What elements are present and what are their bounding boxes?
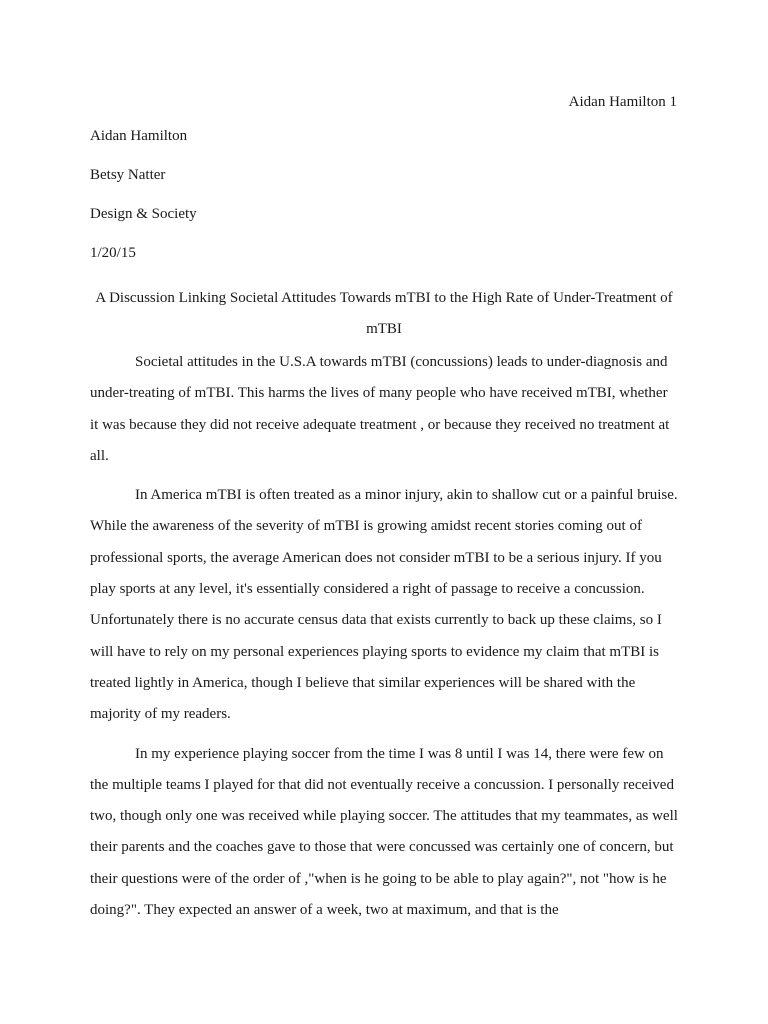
instructor-name: Betsy Natter bbox=[90, 167, 166, 183]
paragraph-1: Societal attitudes in the U.S.A towards mTBI (concussions) leads to under-diagnosis and under-treating of mTBI. This harms the lives of many people who have received mTBI, whether it was because they did not receive adequate treatment , or because they received no treatment at all. bbox=[90, 354, 670, 464]
essay-body bbox=[90, 347, 678, 934]
course-name: Design & Society bbox=[90, 206, 197, 222]
paragraph-2: In America mTBI is often treated as a minor injury, akin to shallow cut or a painful bruise. While the awareness of the severity of mTBI is growing amidst recent stories coming out of professional sports, the average American does not consider mTBI to be a serious injury. If you play sports at any level, it's essentially considered a right of passage to receive a concussion. Unfortunately there is no accurate census data that exists currently to back up these claims, so I will have to rely on my personal experiences playing sports to evidence my claim that mTBI is treated lightly in America, though I believe that similar experiences will be shared with the majority of my readers. bbox=[90, 487, 678, 723]
date: 1/20/15 bbox=[90, 245, 136, 261]
essay-title: A Discussion Linking Societal Attitudes Towards mTBI to the High Rate of Under-Treatment of mTBI bbox=[95, 290, 673, 337]
paragraph-3: In my experience playing soccer from the time I was 8 until I was 14, there were few on the multiple teams I played for that did not eventually receive a concussion. I personally received two, though only one was received while playing soccer. The attitudes that my teammates, as well their parents and the coaches gave to those that were concussed was certainly one of concern, but their questions were of the order of ,"when is he going to be able to play again?", not "how is he doing?". They expected an answer of a week, two at maximum, and that is the bbox=[90, 745, 678, 919]
running-header: Aidan Hamilton 1 bbox=[568, 94, 677, 110]
student-name: Aidan Hamilton bbox=[90, 128, 188, 144]
